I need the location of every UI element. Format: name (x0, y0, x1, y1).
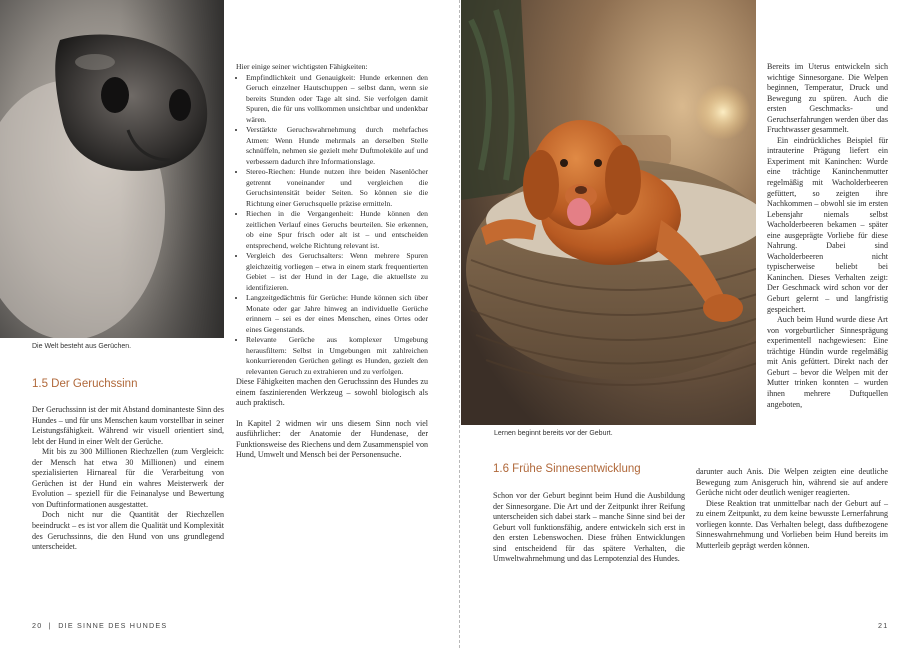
section-heading: 1.5 Der Geruchssinn (32, 378, 138, 390)
dog-nose-photo (0, 0, 224, 338)
paragraph: Ein eindrückliches Beispiel für intrauterine Prägung liefert ein Experiment mit Kaninchen: Wurde eine trächtige Kaninchenmutter regelmäßig mit Wacholderbeeren gefüttert, so zeigten ihre Nachkommen – obwohl sie im ersten Lebensjahr niemals selbst Wacholderbeeren bekamen – später eine ausgeprägte Vorliebe für diese Nahrung. Dabei sind Wacholderbeeren nicht typischerweise beliebt bei Kaninchen. Dieses Verhalten zeigt: Der Geschmack wird schon vor der Geburt gelernt – und langfristig gespeichert. (767, 135, 888, 314)
list-intro: Hier einige seiner wichtigsten Fähigkeiten: (236, 62, 368, 71)
dog-nose-illustration (0, 0, 224, 338)
paragraph: Der Geruchssinn ist der mit Abstand dominanteste Sinn des Hundes – und für uns Menschen kaum vorstellbar in seiner Leistungsfähigkeit. Während wir visuell orientiert sind, lebt der Hund in einer Welt der Gerüche. (32, 405, 224, 446)
list-item: • Riechen in die Vergangenheit: Hunde können den zeitlichen Verlauf eines Geruchs beurteilen. Sie erkennen, ob eine Spur frisch oder alt ist – und entscheiden entsprechend, welche Richtung relevant ist. (246, 209, 428, 251)
footer-divider: | (45, 621, 56, 630)
list-item: • Verstärkte Geruchswahrnehmung durch mehrfaches Atmen: Wenn Hunde mehrmals an derselben Stelle schnüffeln, nehmen sie gezielt mehr Duftmoleküle auf und verbessern dadurch ihre Informationslage. (246, 125, 428, 167)
text-column-right-2 (767, 62, 888, 410)
page-footer-right (878, 621, 888, 630)
page-number: 21 (878, 621, 889, 630)
list-item: • Stereo-Riechen: Hunde nutzen ihre beiden Nasenlöcher getrennt voneinander und vergleichen die Geruchsintensität beider Seiten. So können sie die Richtung einer Geruchsquelle präzise ermitteln. (246, 167, 428, 209)
text-column-left-1 (32, 405, 224, 553)
abilities-list (236, 73, 428, 378)
page-footer-left (32, 621, 167, 630)
list-item: • Langzeitgedächtnis für Gerüche: Hunde können sich über Monate oder gar Jahre hinweg an individuelle Gerüche erinnern – sei es der eines Menschen, eines Ortes oder eines Gegenstands. (246, 293, 428, 335)
text-column-right-1 (493, 491, 685, 565)
paragraph: Auch beim Hund wurde diese Art von vorgeburtlicher Sinnesprägung experimentell nachgewiesen: Eine trächtige Hündin wurde regelmäßig mit Anis gefüttert. Direkt nach der Geburt – bevor die Welpen mit der Mutter trinken konnten – wurden ihnen mehrere Duftquellen angeboten, (767, 315, 888, 409)
running-title: DIE SINNE DES HUNDES (58, 621, 168, 630)
text-column-left-2 (236, 62, 428, 461)
paragraph: Mit bis zu 300 Millionen Riechzellen (zum Vergleich: der Mensch hat etwa 30 Millionen) und einem spezialisierten Hirnareal für die Verarbeitung von Gerüchen ist der Hund ein wahres Meisterwerk der Evolution – speziell für die Feinanalyse und Bewertung von Duftinformationen ausgestattet. (32, 447, 224, 509)
list-item: • Empfindlichkeit und Genauigkeit: Hunde erkennen den Geruch einzelner Hautschuppen – selbst dann, wenn sie bereits Stunden oder Tage alt sind. Sie verfolgen damit Spuren, die für uns vollkommen unsichtbar und undenkbar wären. (246, 73, 428, 126)
text-column-right-wide (696, 467, 888, 551)
paragraph: Bereits im Uterus entwickeln sich wichtige Sinnesorgane. Die Welpen beginnen, Temperatur, Druck und Bewegung zu spüren. Auch die ersten Geschmacks- und Geruchserfahrungen werden über das Fruchtwasser gesammelt. (767, 62, 888, 135)
photo-caption: Die Welt besteht aus Gerüchen. (32, 343, 132, 350)
photo-caption: Lernen beginnt bereits vor der Geburt. (494, 430, 613, 437)
list-item: • Vergleich des Geruchsalters: Wenn mehrere Spuren gleichzeitig vorliegen – etwa in einem stark frequentierten Gebiet – ist der Hund in der Lage, die aktuellste zu identifizieren. (246, 251, 428, 293)
paragraph: Schon vor der Geburt beginnt beim Hund die Ausbildung der Sinnesorgane. Die Art und der Zeitpunkt ihrer Reifung unterscheiden sich dabei stark – manche Sinne sind bei der Geburt voll funktionsfähig, andere entwickeln sich erst in den ersten Lebenswochen. Diese frühen Entwicklungen sind entscheidend für das spätere Verhalten, die Umweltwahrnehmung und das Lernpotenzial des Hundes. (493, 491, 685, 564)
section-heading: 1.6 Frühe Sinnesentwicklung (493, 463, 641, 475)
page-number: 20 (32, 621, 43, 630)
paragraph: Doch nicht nur die Quantität der Riechzellen beeindruckt – es ist vor allem die Qualität und Komplexität des Geruchssinns, die den Hund von uns grundlegend unterscheidet. (32, 510, 224, 552)
paragraph: In Kapitel 2 widmen wir uns diesem Sinn noch viel ausführlicher: der Anatomie der Hundenase, der Funktionsweise des Riechens und dem Zusammenspiel von Hund, Umwelt und Mensch bei der Personensuche. (236, 418, 428, 460)
paragraph: Diese Reaktion trat unmittelbar nach der Geburt auf – zu einem Zeitpunkt, zu dem keine bewusste Lernerfahrung vorliegen konnte. Das Verhalten belegt, dass duftbezogene Sinneswahrnehmung und Vorlieben beim Hund bereits im Mutterleib geprägt werden können. (696, 498, 888, 550)
paragraph: Diese Fähigkeiten machen den Geruchssinn des Hundes zu einem faszinierenden Werkzeug – sowohl biologisch als auch praktisch. (236, 377, 428, 408)
paragraph: darunter auch Anis. Die Welpen zeigten eine deutliche Bewegung zum Anisgeruch hin, während sie auf andere Gerüche nicht oder deutlich weniger reagierten. (696, 467, 888, 498)
list-item: • Relevante Gerüche aus komplexer Umgebung herausfiltern: Selbst in Umgebungen mit zahlreichen konkurrierenden Gerüchen gelingt es Hunden, gezielt den relevanten Geruch zu extrahieren und zu verfolgen. (246, 335, 428, 377)
puppy-in-basket-photo (461, 0, 756, 425)
puppy-illustration (461, 0, 756, 425)
